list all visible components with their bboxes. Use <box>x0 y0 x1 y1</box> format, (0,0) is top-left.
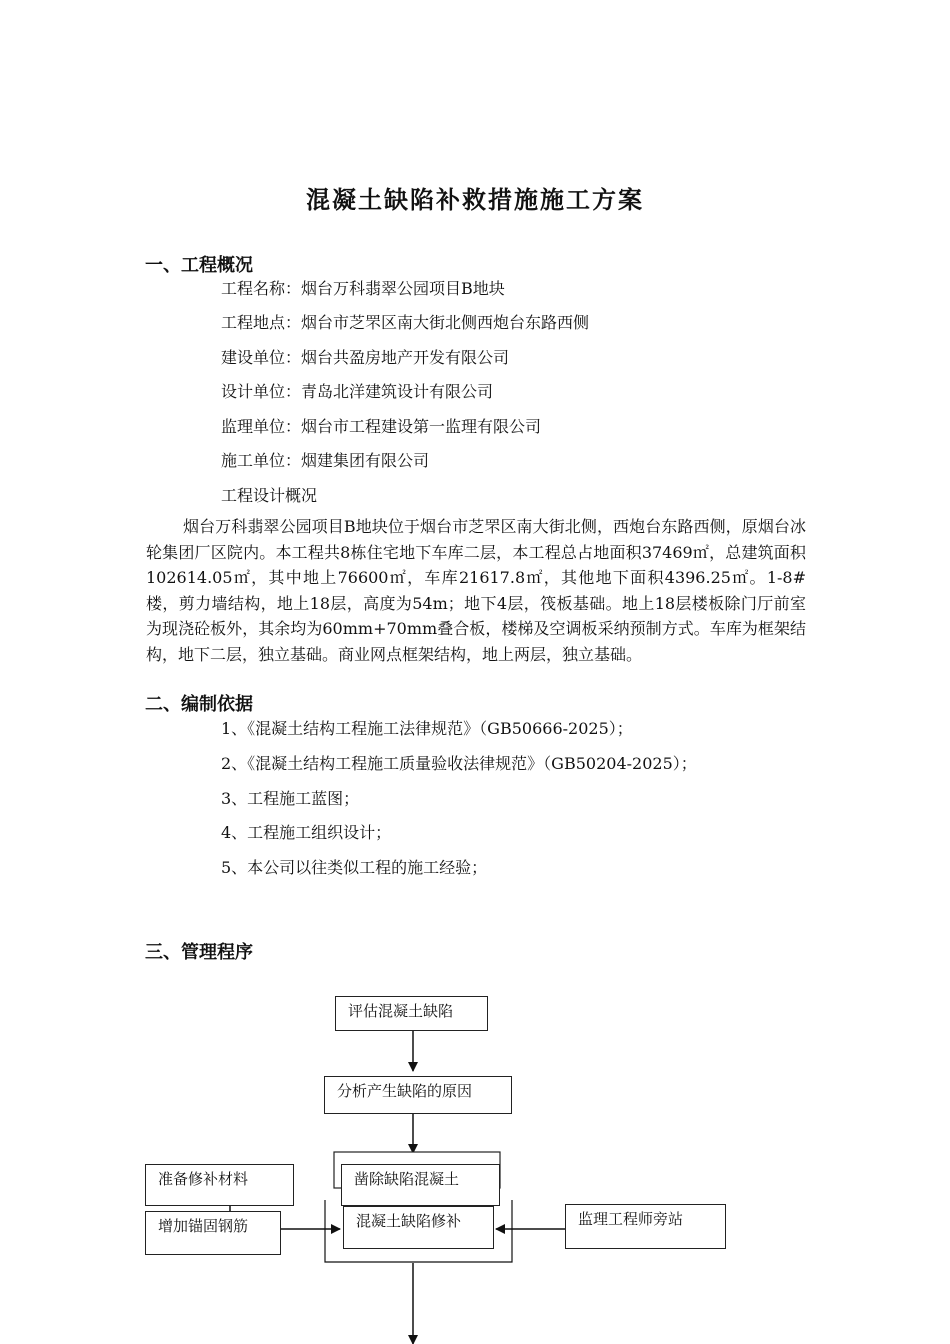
overview-line: 工程名称：烟台万科翡翠公园项目B地块 <box>221 279 505 298</box>
document-title: 混凝土缺陷补救措施施工方案 <box>306 186 644 214</box>
section-heading-overview: 一、工程概况 <box>145 255 253 276</box>
overview-line: 施工单位：烟建集团有限公司 <box>221 451 430 470</box>
overview-line: 建设单位：烟台共盈房地产开发有限公司 <box>221 348 510 367</box>
flow-step-prepare-materials: 准备修补材料 <box>145 1164 294 1206</box>
section-heading-basis: 二、编制依据 <box>145 694 253 715</box>
flow-step-repair: 混凝土缺陷修补 <box>343 1206 494 1249</box>
basis-item: 1、《混凝土结构工程施工法律规范》（GB50666-2025）； <box>221 719 633 738</box>
overview-line: 工程设计概况 <box>221 486 318 505</box>
section-heading-procedure: 三、管理程序 <box>145 942 253 963</box>
basis-item: 2、《混凝土结构工程施工质量验收法律规范》（GB50204-2025）； <box>221 754 697 773</box>
basis-item: 5、本公司以往类似工程的施工经验； <box>221 858 488 877</box>
basis-item: 4、工程施工组织设计； <box>221 823 392 842</box>
overview-line: 监理单位：烟台市工程建设第一监理有限公司 <box>221 417 542 436</box>
flow-step-assess: 评估混凝土缺陷 <box>335 996 488 1031</box>
overview-line: 工程地点：烟台市芝罘区南大街北侧西炮台东路西侧 <box>221 313 590 332</box>
basis-item: 3、工程施工蓝图； <box>221 789 360 808</box>
flow-step-chisel: 凿除缺陷混凝土 <box>341 1164 500 1206</box>
flow-step-anchor-rebar: 增加锚固钢筋 <box>145 1211 281 1255</box>
flow-step-analyze: 分析产生缺陷的原因 <box>324 1076 512 1114</box>
flow-step-supervisor: 监理工程师旁站 <box>565 1204 726 1249</box>
project-description: 烟台万科翡翠公园项目B地块位于烟台市芝罘区南大街北侧，西炮台东路西侧，原烟台冰轮集团厂区院内。本工程共8栋住宅地下车库二层，本工程总占地面积37469㎡，总建筑面积102614.05㎡，其中地上76600㎡，车库21617.8㎡，其他地下面积4396.25㎡。1-8#楼，剪力墙结构，地上18层，高度为54m；地下4层，筏板基础。地上18层楼板除门厅前室为现浇砼板外，其余均为60mm+70mm叠合板，楼梯及空调板采纳预制方式。车库为框架结构，地下二层，独立基础。商业网点框架结构，地上两层，独立基础。 <box>146 517 806 664</box>
overview-line: 设计单位：青岛北洋建筑设计有限公司 <box>221 382 494 401</box>
